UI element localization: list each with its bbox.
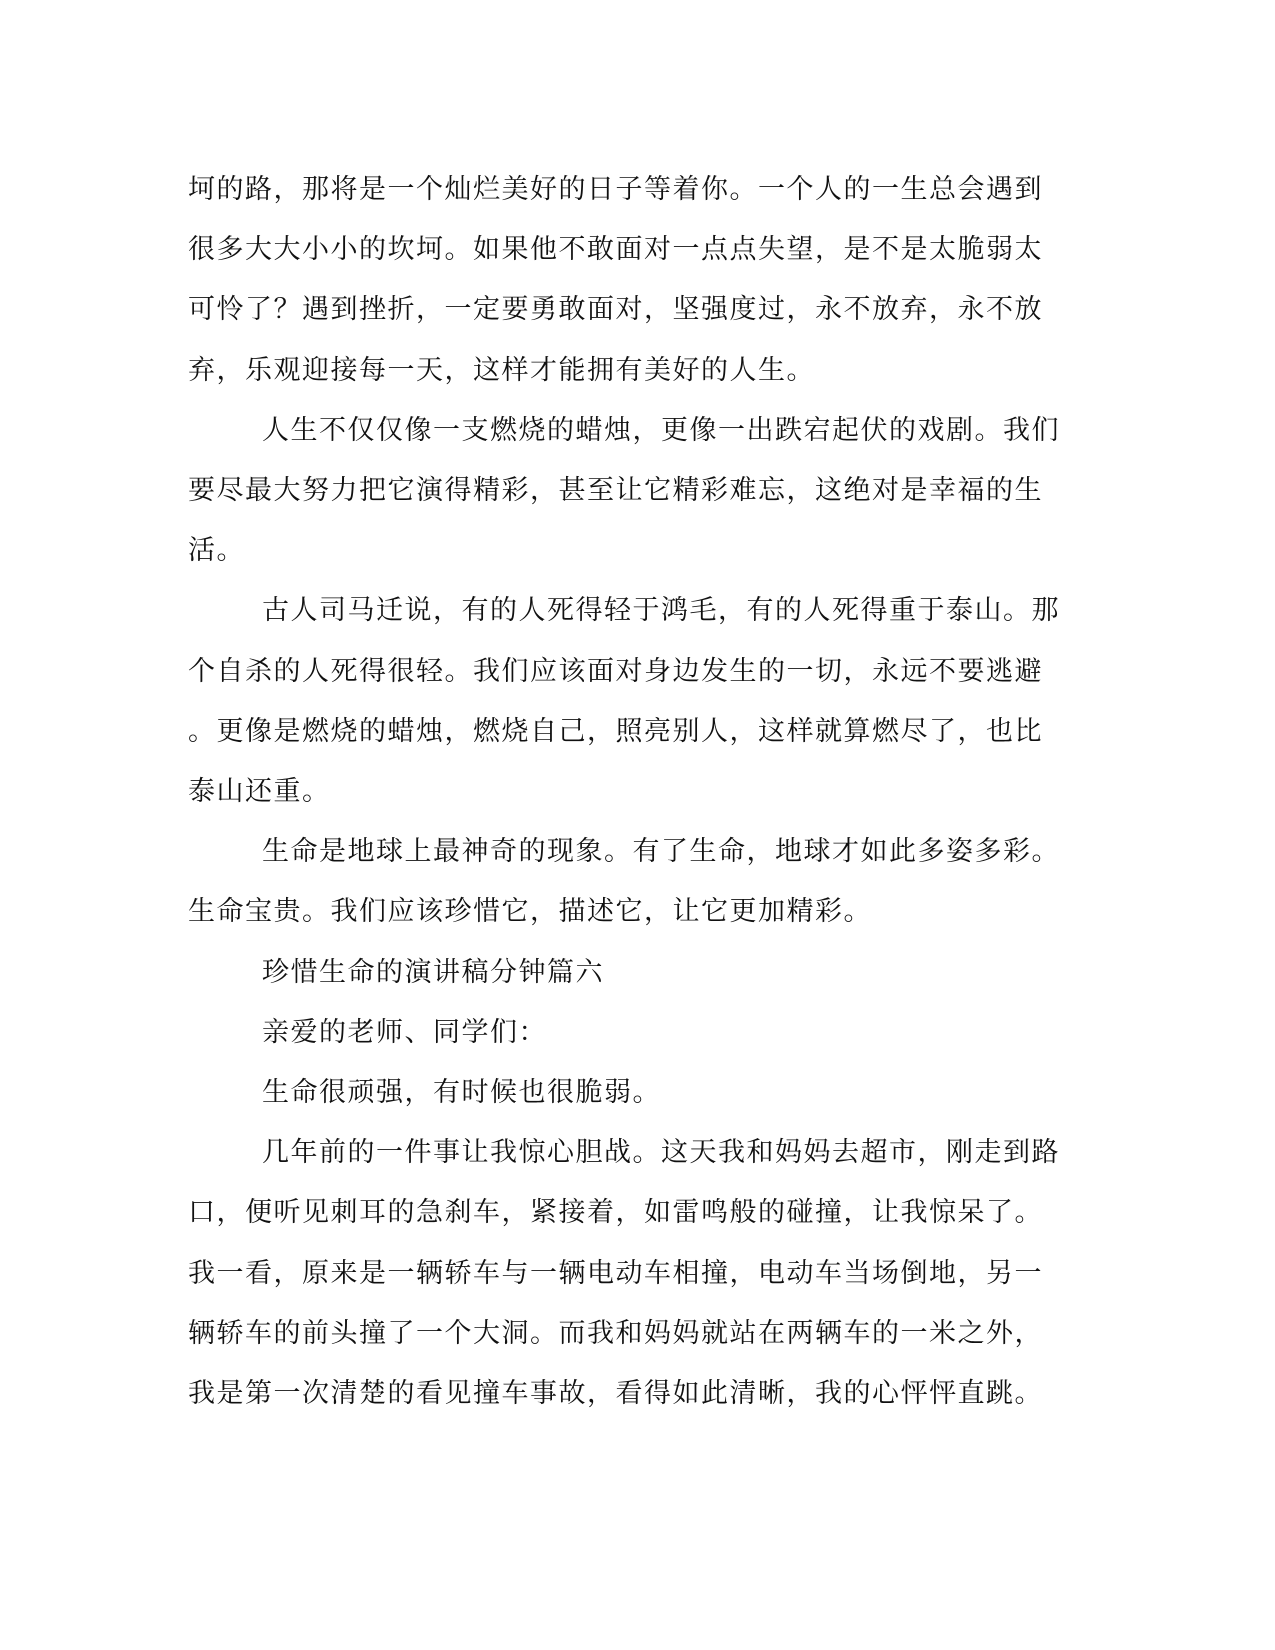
salutation: 亲爱的老师、同学们： <box>262 1016 547 1048</box>
text-line: 个自杀的人死得很轻。我们应该面对身边发生的一切，永远不要逃避 <box>188 655 1043 687</box>
section-heading: 珍惜生命的演讲稿分钟篇六 <box>262 956 604 988</box>
text-line: 活。 <box>188 535 245 567</box>
text-line: 辆轿车的前头撞了一个大洞。而我和妈妈就站在两辆车的一米之外， <box>188 1317 1043 1349</box>
text-line: 生命是地球上最神奇的现象。有了生命，地球才如此多姿多彩。 <box>262 836 1060 868</box>
text-line: 我一看，原来是一辆轿车与一辆电动车相撞，电动车当场倒地，另一 <box>188 1257 1043 1289</box>
text-line: 泰山还重。 <box>188 776 331 808</box>
text-line: 生命宝贵。我们应该珍惜它，描述它，让它更加精彩。 <box>188 896 872 928</box>
text-line: 古人司马迁说，有的人死得轻于鸿毛，有的人死得重于泰山。那 <box>262 595 1060 627</box>
text-line: 人生不仅仅像一支燃烧的蜡烛，更像一出跌宕起伏的戏剧。我们 <box>262 414 1060 446</box>
text-line: 口，便听见刺耳的急刹车，紧接着，如雷鸣般的碰撞，让我惊呆了。 <box>188 1197 1043 1229</box>
text-line: 要尽最大努力把它演得精彩，甚至让它精彩难忘，这绝对是幸福的生 <box>188 475 1043 507</box>
text-line: 弃，乐观迎接每一天，这样才能拥有美好的人生。 <box>188 354 815 386</box>
text-line: 可怜了？遇到挫折，一定要勇敢面对，坚强度过，永不放弃，永不放 <box>188 294 1043 326</box>
text-line: 坷的路，那将是一个灿烂美好的日子等着你。一个人的一生总会遇到 <box>188 174 1043 205</box>
text-line: 生命很顽强，有时候也很脆弱。 <box>262 1077 661 1109</box>
text-line: 我是第一次清楚的看见撞车事故，看得如此清晰，我的心怦怦直跳。 <box>188 1378 1043 1410</box>
text-line: 很多大大小小的坎坷。如果他不敢面对一点点失望，是不是太脆弱太 <box>188 234 1043 266</box>
text-line: 几年前的一件事让我惊心胆战。这天我和妈妈去超市，刚走到路 <box>262 1137 1060 1169</box>
text-line: 。更像是燃烧的蜡烛，燃烧自己，照亮别人，这样就算燃尽了，也比 <box>188 715 1043 747</box>
body-text <box>188 160 1088 1424</box>
